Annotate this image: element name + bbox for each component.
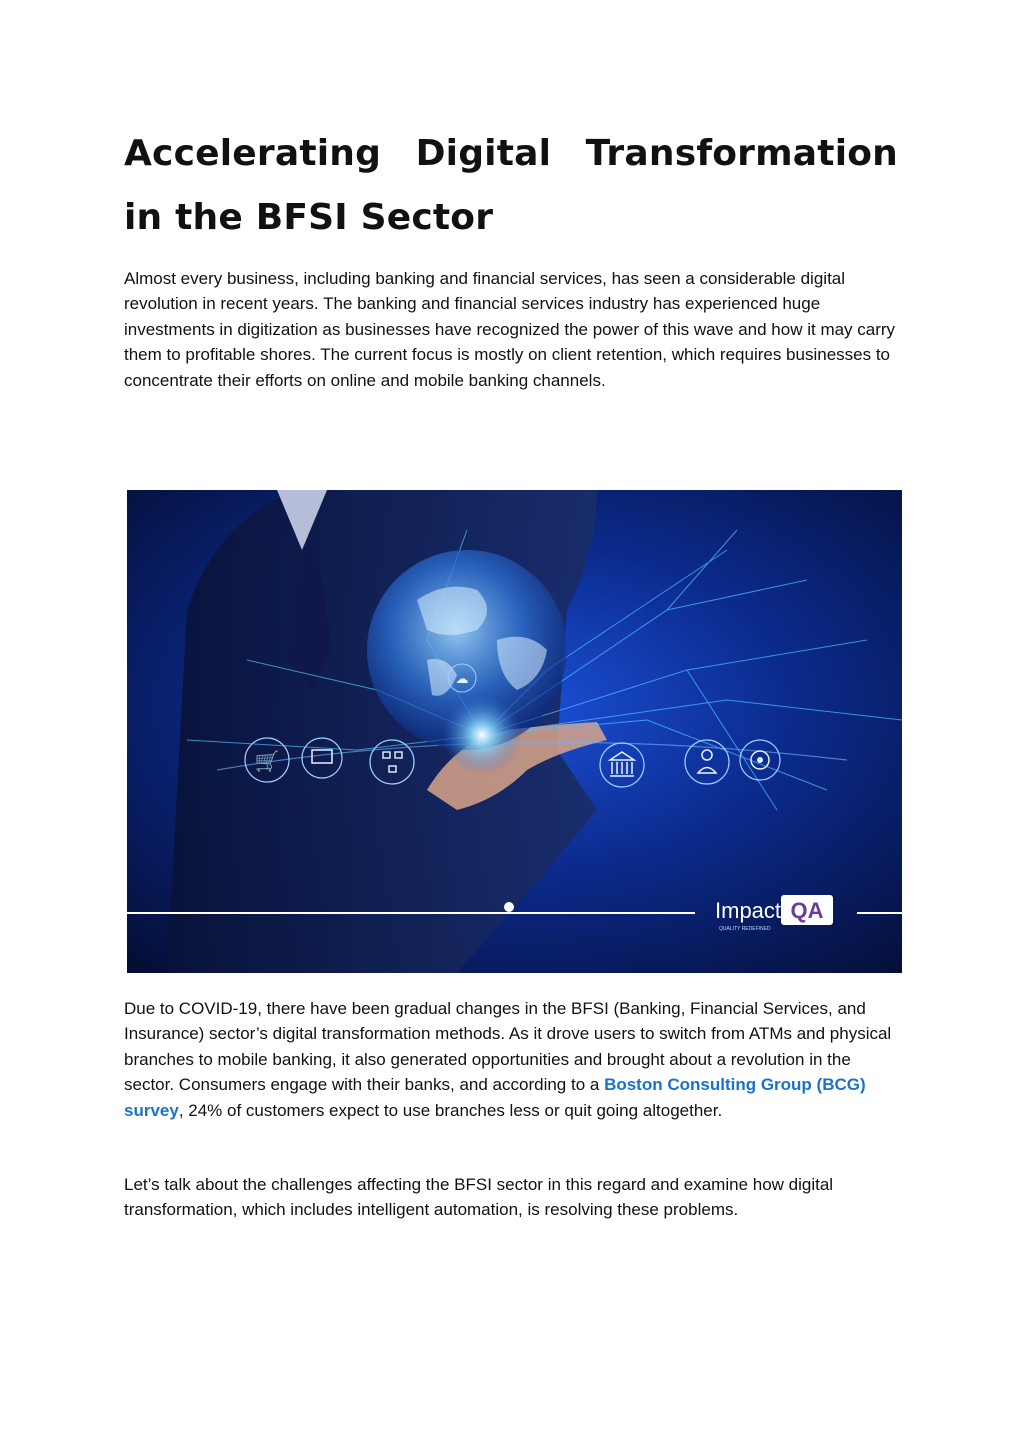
logo-tagline: QUALITY REDEFINED xyxy=(719,926,771,932)
logo-prefix: Impact xyxy=(715,898,782,923)
svg-text:🛒: 🛒 xyxy=(254,749,280,773)
svg-text:☁: ☁ xyxy=(455,672,469,687)
covid-text-before-link: Due to COVID-19, there have been gradual changes in the BFSI (Banking, Financial Services, and Insurance) sector’s digital transformation methods. As it drove users to switch from ATMs and physical branches to mobile banking, it also generated opportunities and brought about a revolution in the sector. Consumers engage with their banks, and according to a xyxy=(124,999,892,1095)
covid-text-after-link: , 24% of customers expect to use branches less or quit going altogether. xyxy=(178,1100,723,1120)
logo-badge: QA xyxy=(790,898,824,923)
hero-image xyxy=(127,490,902,973)
bcg-survey-link[interactable]: Boston Consulting Group (BCG) survey xyxy=(124,1075,866,1120)
article-title: Accelerating Digital Transformation in the BFSI Sector xyxy=(124,133,898,238)
closing-paragraph: Let’s talk about the challenges affecting the BFSI sector in this regard and examine how digital transformation, which includes intelligent automation, is resolving these problems. xyxy=(124,1175,834,1220)
intro-paragraph: Almost every business, including banking and financial services, has seen a considerable digital revolution in recent years. The banking and financial services industry has experienced huge investments in digitization as businesses have recognized the power of this wave and how it may carry them to profitable shores. The current focus is mostly on client retention, which requires businesses to concentrate their efforts on online and mobile banking channels. xyxy=(124,269,896,390)
covid-paragraph xyxy=(124,996,904,1123)
